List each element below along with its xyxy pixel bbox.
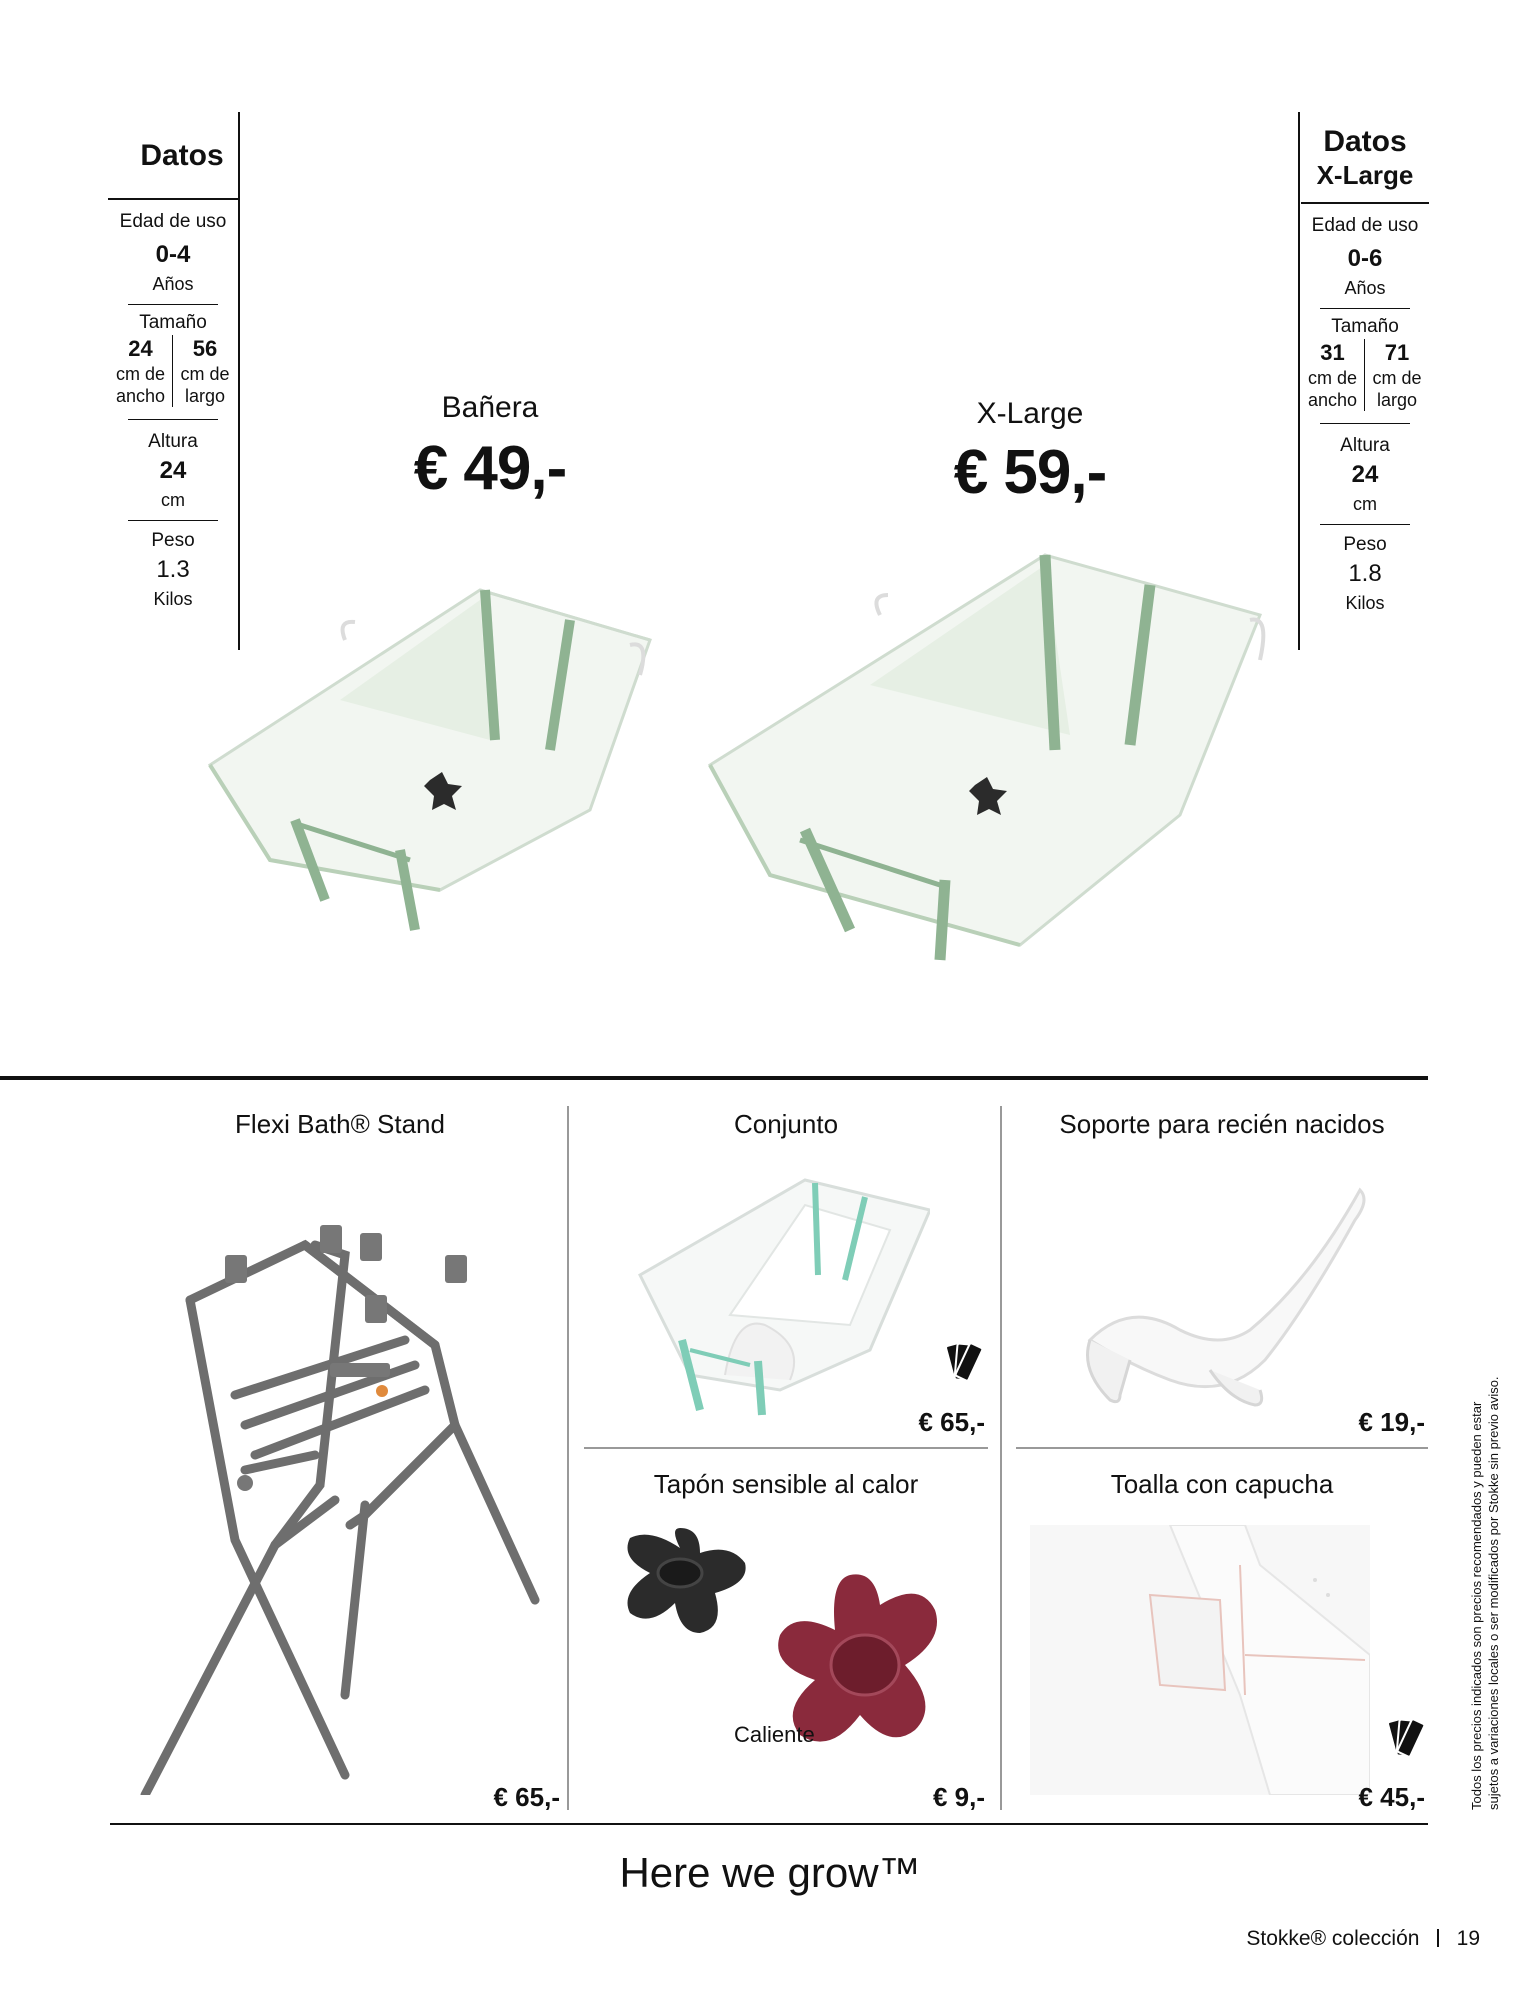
- divider: [1320, 524, 1410, 525]
- length-unit: largo: [184, 386, 226, 406]
- height-unit: cm: [1353, 494, 1377, 514]
- footer: [1180, 1926, 1480, 1952]
- xlarge-tub-image: [690, 545, 1270, 965]
- xlarge-product[interactable]: [900, 396, 1160, 508]
- weight-label: Peso: [1343, 534, 1387, 555]
- left-spec-rule: [108, 198, 238, 200]
- right-spec-subtitle: X-Large: [1316, 160, 1414, 190]
- weight-value: 1.3: [156, 556, 190, 583]
- height-value: 24: [1351, 461, 1379, 488]
- height-value: 24: [159, 457, 187, 484]
- disclaimer-line-1: Todos los precios indicados son precios recomendados y pueden estar: [1469, 1401, 1484, 1810]
- right-spec-title: Datos: [1323, 125, 1407, 158]
- divider: [128, 304, 218, 305]
- width-unit: ancho: [115, 386, 166, 406]
- set-title: Conjunto: [733, 1109, 839, 1139]
- stand-image: [105, 1155, 560, 1795]
- divider: [1320, 308, 1410, 309]
- weight-unit: Kilos: [1345, 593, 1385, 613]
- left-spec-title: Datos: [140, 139, 224, 172]
- section-divider: [0, 1076, 1428, 1080]
- newborn-title: Soporte para recién nacidos: [1059, 1109, 1385, 1139]
- tub-product[interactable]: [360, 390, 620, 504]
- width-unit: ancho: [1307, 390, 1358, 410]
- height-label: Altura: [1340, 435, 1390, 456]
- set-price: € 65,-: [918, 1407, 985, 1437]
- width-unit: cm de: [115, 364, 166, 384]
- length-value: 56: [192, 336, 218, 361]
- grid-vline: [567, 1106, 569, 1810]
- price-disclaimer: [1468, 1330, 1502, 1810]
- plug-price: € 9,-: [932, 1782, 985, 1812]
- tagline: Here we grow™: [619, 1849, 921, 1896]
- weight-value: 1.8: [1348, 560, 1382, 587]
- width-value: 24: [128, 336, 153, 361]
- tub-image: [150, 560, 680, 950]
- stand-price: € 65,-: [493, 1782, 560, 1812]
- plug-black-image: [595, 1518, 765, 1638]
- age-unit: Años: [152, 274, 194, 294]
- length-value: 71: [1384, 340, 1410, 365]
- height-label: Altura: [148, 431, 198, 452]
- tub-title: Bañera: [441, 391, 539, 424]
- divider: [1320, 423, 1410, 424]
- left-spec-panel: [108, 138, 238, 611]
- tub-price: € 49,-: [413, 434, 567, 503]
- towel-title: Toalla con capucha: [1110, 1469, 1334, 1499]
- weight-label: Peso: [151, 530, 195, 551]
- height-unit: cm: [161, 490, 185, 510]
- plug-title: Tapón sensible al calor: [653, 1469, 919, 1499]
- size-label: Tamaño: [139, 312, 207, 333]
- right-spec-rule: [1301, 202, 1429, 204]
- plug-hot-label: Caliente: [734, 1722, 815, 1747]
- tag-icon: [1384, 1716, 1428, 1762]
- grid-hline: [584, 1447, 988, 1449]
- size-label: Tamaño: [1331, 316, 1399, 337]
- age-value: 0-4: [155, 241, 191, 268]
- footer-separator: [1437, 1929, 1439, 1947]
- age-unit: Años: [1344, 278, 1386, 298]
- newborn-price: € 19,-: [1358, 1407, 1425, 1437]
- towel-price: € 45,-: [1358, 1782, 1425, 1812]
- width-col: [109, 335, 173, 407]
- width-unit: cm de: [1307, 368, 1358, 388]
- divider: [128, 520, 218, 521]
- length-unit: cm de: [1372, 368, 1422, 388]
- newborn-image: [1070, 1175, 1390, 1415]
- width-col: [1301, 339, 1365, 411]
- length-unit: largo: [1376, 390, 1418, 410]
- right-spec-panel: [1300, 124, 1430, 615]
- stand-title: Flexi Bath® Stand: [235, 1109, 445, 1139]
- age-value: 0-6: [1347, 245, 1383, 272]
- towel-image: [1030, 1525, 1370, 1795]
- weight-unit: Kilos: [153, 589, 193, 609]
- size-values: [1300, 339, 1430, 411]
- xlarge-price: € 59,-: [953, 438, 1107, 507]
- length-col: [1365, 339, 1429, 411]
- size-values: [108, 335, 238, 407]
- set-image: [630, 1175, 930, 1420]
- divider: [128, 419, 218, 420]
- bottom-rule: [110, 1823, 1428, 1825]
- footer-collection: Stokke® colección: [1246, 1927, 1420, 1950]
- grid-vline: [1000, 1106, 1002, 1810]
- disclaimer-line-2: sujetos a variaciones locales o ser modificados por Stokke sin previo aviso.: [1486, 1376, 1501, 1810]
- tag-icon: [942, 1340, 986, 1386]
- age-label: Edad de uso: [119, 211, 227, 232]
- page-number: 19: [1456, 1927, 1480, 1950]
- xlarge-title: X-Large: [976, 397, 1084, 430]
- length-col: [173, 335, 237, 407]
- length-unit: cm de: [180, 364, 230, 384]
- width-value: 31: [1320, 340, 1345, 365]
- grid-hline: [1016, 1447, 1428, 1449]
- age-label: Edad de uso: [1311, 215, 1419, 236]
